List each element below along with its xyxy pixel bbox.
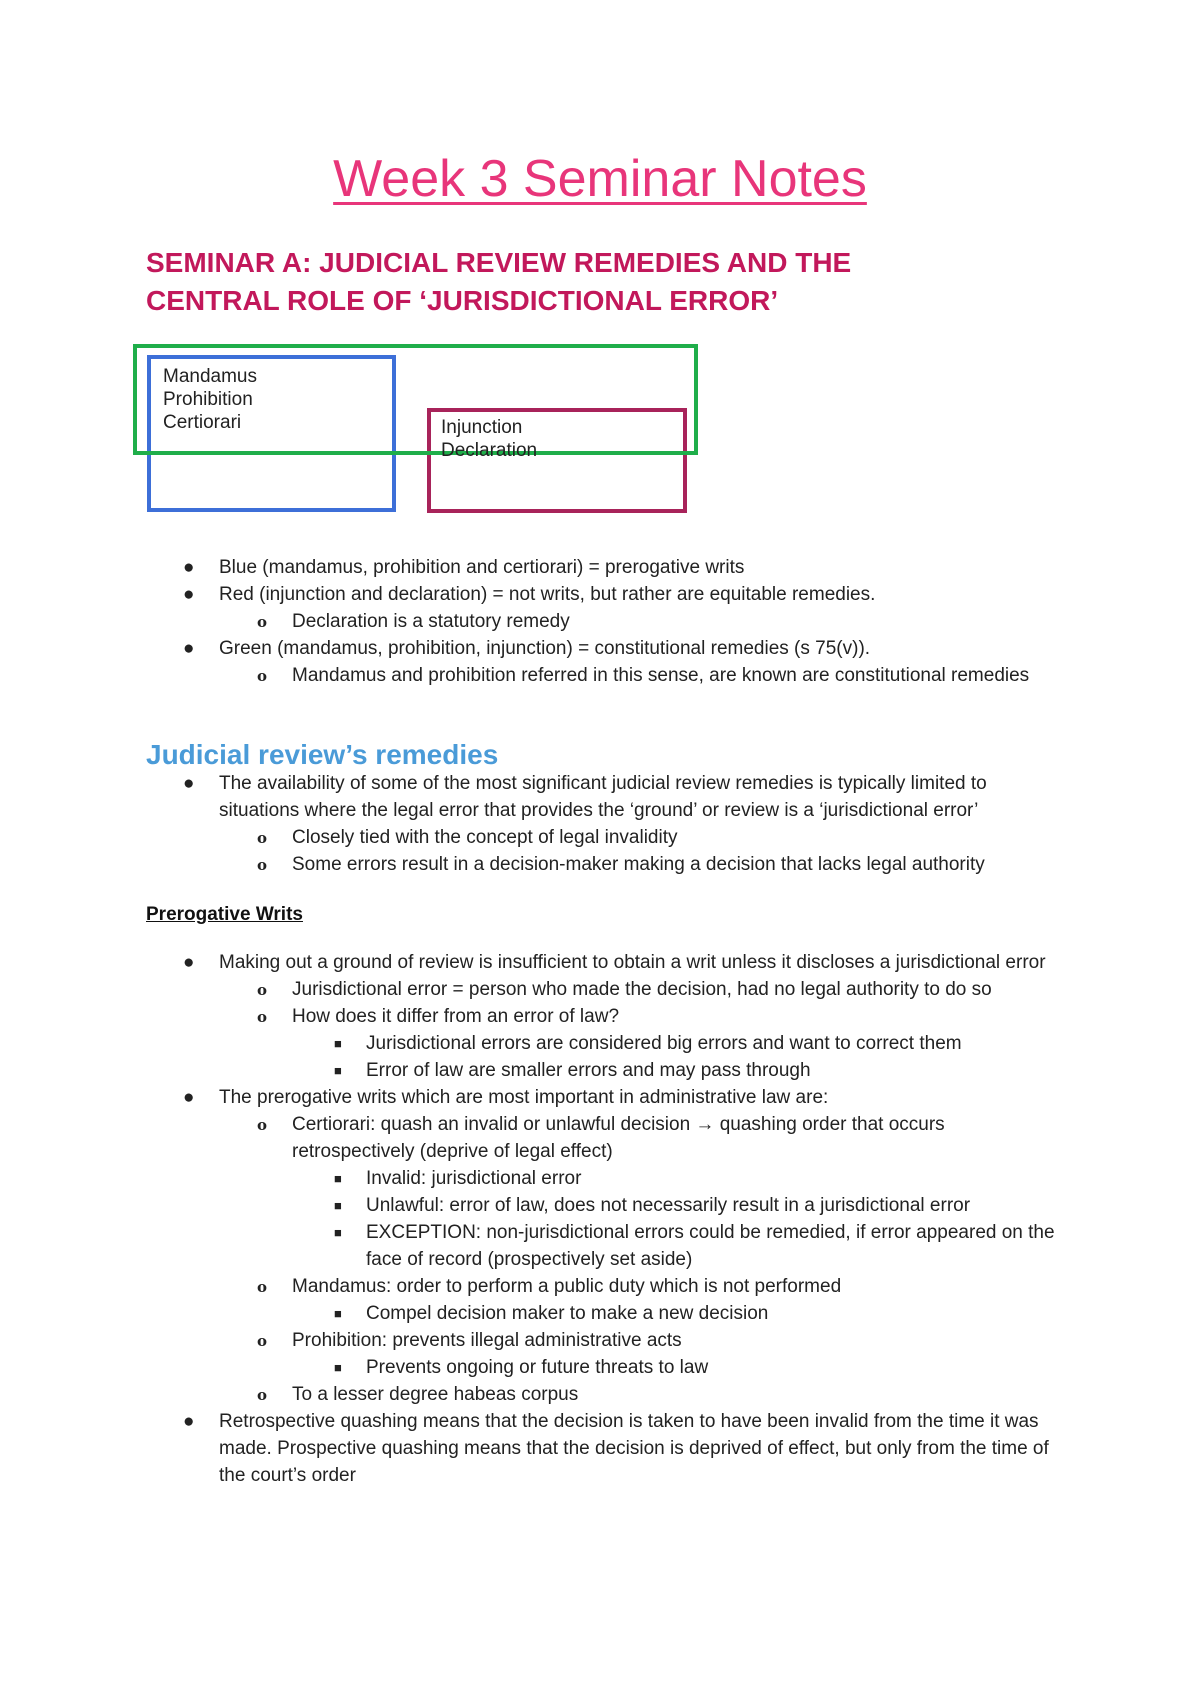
list-item: ● Green (mandamus, prohibition, injunction) = constitutional remedies (s 75(v)). bbox=[0, 635, 1200, 662]
circle-bullet-icon: o bbox=[257, 1008, 268, 1026]
bullet-icon: ● bbox=[183, 584, 195, 605]
list-item: ● Making out a ground of review is insufficient to obtain a writ unless it discloses a jurisdictional error bbox=[0, 949, 1200, 976]
bullet-icon: ● bbox=[183, 557, 195, 578]
seminar-heading-line-2: CENTRAL ROLE OF ‘JURISDICTIONAL ERROR’ bbox=[146, 285, 779, 316]
list-item: ● Retrospective quashing means that the decision is taken to have been invalid from the time it was made. Prospective quashing means that the decision is deprived of effect, but only from the time of the court’s order bbox=[0, 1408, 1200, 1489]
sub-heading: Prerogative Writs bbox=[146, 904, 303, 925]
red-box-labels bbox=[441, 416, 537, 462]
list-item: ■ EXCEPTION: non-jurisdictional errors could be remedied, if error appeared on the face of record (prospectively set aside) bbox=[0, 1219, 1200, 1273]
list-item: o Prohibition: prevents illegal administrative acts bbox=[0, 1327, 1200, 1354]
remedies-list bbox=[0, 770, 1200, 878]
square-bullet-icon: ■ bbox=[334, 1225, 342, 1240]
square-bullet-icon: ■ bbox=[334, 1036, 342, 1051]
bullet-icon: ● bbox=[183, 638, 195, 659]
list-item: o Mandamus and prohibition referred in this sense, are known are constitutional remedies bbox=[0, 662, 1200, 689]
seminar-heading bbox=[146, 244, 1046, 320]
list-item: ● Red (injunction and declaration) = not writs, but rather are equitable remedies. bbox=[0, 581, 1200, 608]
list-item: o Mandamus: order to perform a public duty which is not performed bbox=[0, 1273, 1200, 1300]
list-item: o How does it differ from an error of law? bbox=[0, 1003, 1200, 1030]
circle-bullet-icon: o bbox=[257, 1278, 268, 1296]
circle-bullet-icon: o bbox=[257, 981, 268, 999]
list-item: o Some errors result in a decision-maker making a decision that lacks legal authority bbox=[0, 851, 1200, 878]
circle-bullet-icon: o bbox=[257, 1332, 268, 1350]
list-item: ■ Error of law are smaller errors and may pass through bbox=[0, 1057, 1200, 1084]
bullet-icon: ● bbox=[183, 1087, 195, 1108]
list-item: ■ Prevents ongoing or future threats to law bbox=[0, 1354, 1200, 1381]
blue-box-item: Prohibition bbox=[163, 389, 253, 410]
section-heading: Judicial review’s remedies bbox=[146, 739, 499, 770]
circle-bullet-icon: o bbox=[257, 829, 268, 847]
circle-bullet-icon: o bbox=[257, 1116, 268, 1134]
red-box-item: Declaration bbox=[441, 440, 538, 461]
bullet-icon: ● bbox=[183, 1411, 195, 1432]
list-item: ● The prerogative writs which are most important in administrative law are: bbox=[0, 1084, 1200, 1111]
list-item: o Declaration is a statutory remedy bbox=[0, 608, 1200, 635]
list-item: o Closely tied with the concept of legal invalidity bbox=[0, 824, 1200, 851]
square-bullet-icon: ■ bbox=[334, 1198, 342, 1213]
square-bullet-icon: ■ bbox=[334, 1360, 342, 1375]
bullet-icon: ● bbox=[183, 952, 195, 973]
circle-bullet-icon: o bbox=[257, 667, 268, 685]
list-item: ■ Invalid: jurisdictional error bbox=[0, 1165, 1200, 1192]
list-item: ■ Unlawful: error of law, does not necessarily result in a jurisdictional error bbox=[0, 1192, 1200, 1219]
color-legend-list bbox=[0, 554, 1200, 689]
square-bullet-icon: ■ bbox=[334, 1171, 342, 1186]
blue-box-item: Mandamus bbox=[163, 366, 257, 387]
blue-box-labels bbox=[163, 365, 257, 434]
list-item: o To a lesser degree habeas corpus bbox=[0, 1381, 1200, 1408]
page-title: Week 3 Seminar Notes bbox=[333, 150, 867, 208]
list-item: o Certiorari: quash an invalid or unlawful decision → quashing order that occurs retrospectively (deprive of legal effect) bbox=[257, 1114, 945, 1162]
bullet-icon: ● bbox=[183, 773, 195, 794]
list-item: ● Blue (mandamus, prohibition and certiorari) = prerogative writs bbox=[0, 554, 1200, 581]
red-box-item: Injunction bbox=[441, 417, 523, 438]
blue-box-item: Certiorari bbox=[163, 412, 242, 433]
circle-bullet-icon: o bbox=[257, 613, 268, 631]
square-bullet-icon: ■ bbox=[334, 1306, 342, 1321]
list-item: o Jurisdictional error = person who made the decision, had no legal authority to do so bbox=[0, 976, 1200, 1003]
list-item: ■ Compel decision maker to make a new decision bbox=[0, 1300, 1200, 1327]
circle-bullet-icon: o bbox=[257, 1386, 268, 1404]
prerogative-writs-list bbox=[0, 949, 1200, 1489]
seminar-heading-line-1: SEMINAR A: JUDICIAL REVIEW REMEDIES AND THE bbox=[146, 247, 852, 278]
list-item: ■ Jurisdictional errors are considered big errors and want to correct them bbox=[0, 1030, 1200, 1057]
square-bullet-icon: ■ bbox=[334, 1063, 342, 1078]
list-item: ● The availability of some of the most significant judicial review remedies is typically limited to situations where the legal error that provides the ‘ground’ or review is a ‘jurisdictional error’ bbox=[0, 770, 1200, 824]
circle-bullet-icon: o bbox=[257, 856, 268, 874]
